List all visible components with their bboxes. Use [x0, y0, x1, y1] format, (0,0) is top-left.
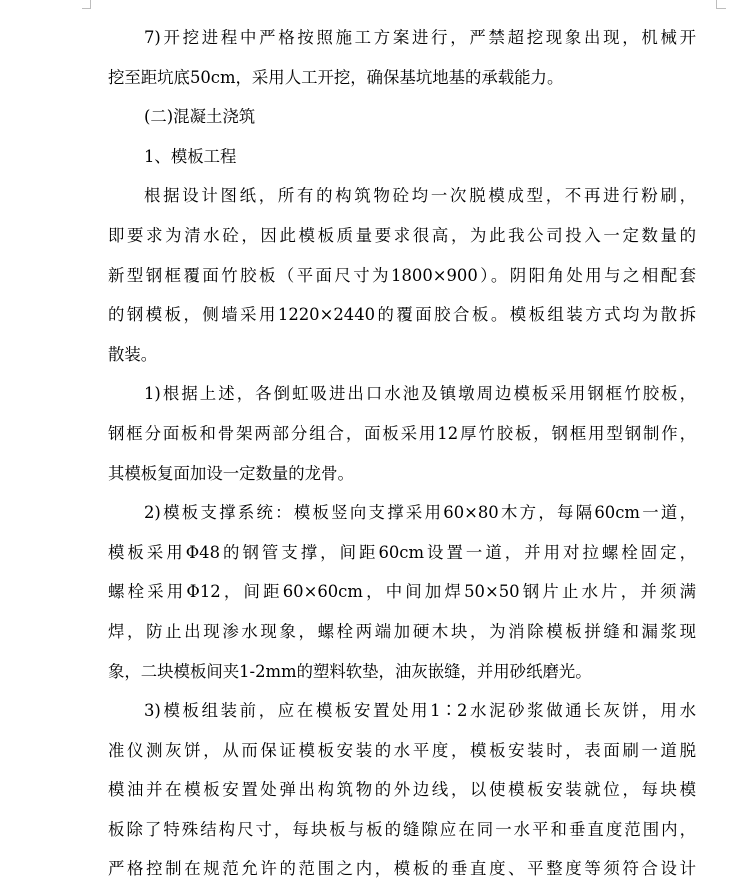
text-line: 新型钢框覆面竹胶板（平面尺寸为1800×900）。阴阳角处用与之相配套: [108, 265, 696, 285]
text-line: 模油并在模板安置处弹出构筑物的外边线，以使模板安装就位，每块模: [108, 780, 696, 800]
text-line: 挖至距坑底50cm，采用人工开挖，确保基坑地基的承载能力。: [108, 67, 564, 87]
crop-mark-left-horizontal: [82, 8, 91, 9]
crop-mark-right-horizontal: [716, 8, 726, 9]
text-line: 象，二块模板间夹1-2mm的塑料软垫，油灰嵌缝，并用砂纸磨光。: [108, 661, 592, 681]
text-line: 2)模板支撑系统：模板竖向支撑采用60×80木方，每隔60cm一道，: [144, 503, 696, 523]
document-body: [108, 18, 696, 889]
text-line: 1)根据上述，各倒虹吸进出口水池及镇墩周边模板采用钢框竹胶板，: [144, 384, 696, 404]
text-line: 即要求为清水砼，因此模板质量要求很高，为此我公司投入一定数量的: [108, 225, 696, 245]
text-line: 严格控制在规范允许的范围之内，模板的垂直度、平整度等须符合设计: [108, 859, 696, 879]
text-line: 螺栓采用Φ12，间距60×60cm，中间加焊50×50钢片止水片，并须满: [108, 582, 696, 602]
text-line: 1、模板工程: [144, 146, 237, 166]
text-line: 3)模板组装前，应在模板安置处用1∶2水泥砂浆做通长灰饼，用水: [144, 701, 696, 721]
text-line: 散装。: [108, 344, 158, 364]
text-line: 的钢模板，侧墙采用1220×2440的覆面胶合板。模板组装方式均为散拆: [108, 305, 696, 325]
text-line: 焊，防止出现渗水现象，螺栓两端加硬木块，为消除模板拼缝和漏浆现: [108, 621, 696, 641]
text-line: (二)混凝土浇筑: [144, 107, 256, 127]
text-line: 钢框分面板和骨架两部分组合，面板采用12厚竹胶板，钢框用型钢制作，: [108, 423, 696, 443]
text-line: 根据设计图纸，所有的构筑物砼均一次脱模成型，不再进行粉刷，: [144, 186, 696, 206]
text-line: 模板采用Φ48的钢管支撑，间距60cm设置一道，并用对拉螺栓固定，: [108, 542, 696, 562]
text-line: 7)开挖进程中严格按照施工方案进行，严禁超挖现象出现，机械开: [144, 28, 696, 47]
text-line: 板除了特殊结构尺寸，每块板与板的缝隙应在同一水平和垂直度范围内，: [108, 819, 696, 839]
text-line: 准仪测灰饼，从而保证模板安装的水平度，模板安装时，表面刷一道脱: [108, 740, 696, 760]
crop-mark-right: [716, 0, 717, 8]
crop-mark-left: [90, 0, 91, 8]
text-line: 其模板复面加设一定数量的龙骨。: [108, 463, 354, 483]
